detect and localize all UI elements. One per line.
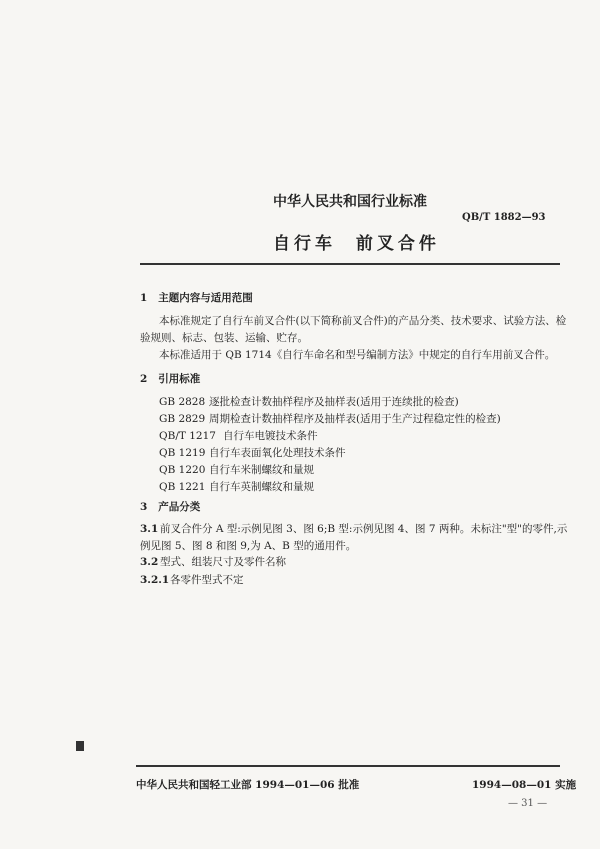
section-1-heading: 1 主题内容与适用范围 bbox=[140, 292, 253, 304]
ref-title: 自行车表面氧化处理技术条件 bbox=[209, 447, 346, 459]
page-number: — 31 — bbox=[508, 798, 548, 809]
ref-title: 自行车米制螺纹和量规 bbox=[209, 464, 314, 476]
clause-number: 3.1 bbox=[140, 523, 159, 535]
ref-title: 逐批检查计数抽样程序及抽样表(适用于连续批的检查) bbox=[209, 396, 459, 408]
scan-mark bbox=[76, 741, 84, 751]
clause-3-1 bbox=[140, 521, 567, 536]
footer-rule bbox=[136, 765, 560, 767]
s1-paragraph-line: 验规则、标志、包装、运输、贮存。 bbox=[140, 332, 308, 344]
clause-text: 型式、组装尺寸及零件名称 bbox=[160, 556, 286, 568]
clause-text: 前叉合件分 A 型:示例见图 3、图 6;B 型:示例见图 4、图 7 两种。未标注"型"的零件,示 bbox=[160, 523, 568, 535]
page-title: 自行车 前叉合件 bbox=[273, 234, 440, 254]
ref-code: QB 1221 bbox=[159, 481, 206, 493]
reference-item bbox=[159, 462, 314, 477]
ref-code: QB 1219 bbox=[159, 447, 206, 459]
standard-category: 中华人民共和国行业标准 bbox=[273, 194, 427, 210]
reference-item bbox=[159, 479, 314, 494]
reference-item bbox=[159, 445, 346, 460]
clause-text: 各零件型式不定 bbox=[170, 574, 244, 586]
section-2-heading: 2 引用标准 bbox=[140, 373, 201, 385]
s1-paragraph-line: 本标准规定了自行车前叉合件(以下简称前叉合件)的产品分类、技术要求、试验方法、检 bbox=[159, 315, 567, 327]
ref-code: QB/T 1217 bbox=[159, 430, 216, 442]
clause-3-2-1 bbox=[140, 572, 244, 587]
header-rule bbox=[140, 263, 560, 265]
ref-code: GB 2828 bbox=[159, 396, 206, 408]
reference-item bbox=[159, 411, 501, 426]
clause-number: 3.2 bbox=[140, 556, 159, 568]
ref-code: QB 1220 bbox=[159, 464, 206, 476]
s1-paragraph: 本标准适用于 QB 1714《自行车命名和型号编制方法》中规定的自行车用前叉合件。 bbox=[159, 349, 556, 361]
approval-date: 中华人民共和国轻工业部 1994—01—06 批准 bbox=[136, 779, 360, 791]
effective-date: 1994—08—01 实施 bbox=[472, 779, 577, 791]
reference-item bbox=[159, 394, 459, 409]
ref-code: GB 2829 bbox=[159, 413, 206, 425]
ref-title: 周期检查计数抽样程序及抽样表(适用于生产过程稳定性的检查) bbox=[209, 413, 501, 425]
standard-code: QB/T 1882—93 bbox=[462, 212, 546, 223]
section-3-heading: 3 产品分类 bbox=[140, 501, 201, 513]
clause-3-2 bbox=[140, 554, 286, 569]
clause-number: 3.2.1 bbox=[140, 574, 170, 586]
ref-title: 自行车电镀技术条件 bbox=[223, 430, 318, 442]
clause-3-1-cont: 例见图 5、图 8 和图 9,为 A、B 型的通用件。 bbox=[140, 540, 357, 552]
ref-title: 自行车英制螺纹和量规 bbox=[209, 481, 314, 493]
reference-item bbox=[159, 428, 318, 443]
